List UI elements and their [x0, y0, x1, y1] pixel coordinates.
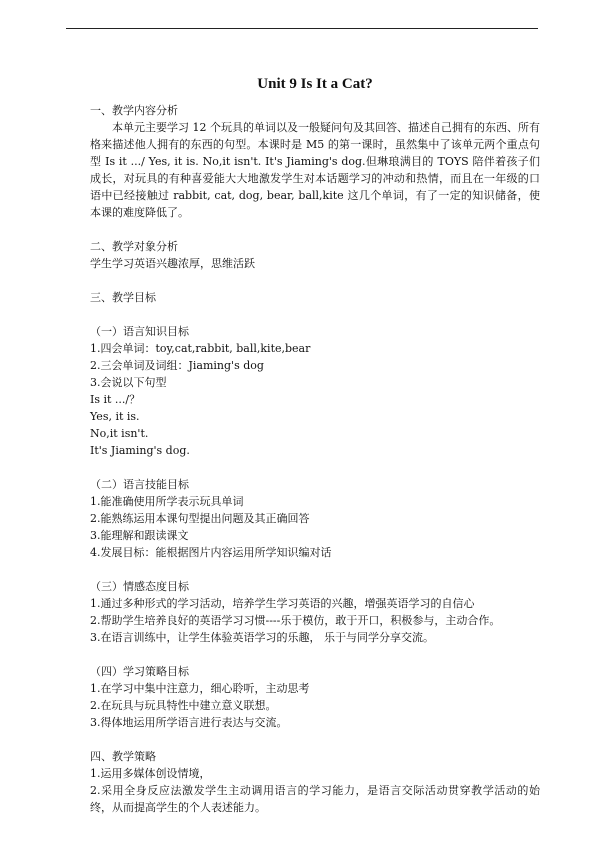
subsection-heading: （一）语言知识目标 [90, 325, 189, 338]
section-paragraph: 本单元主要学习 12 个玩具的单词以及一般疑问句及其回答、描述自己拥有的东西、所有格来描述他人拥有的东西的句型。本课时是 M5 的第一课时，虽然集中了该单元两个重点句型 Is it .../ Yes, it is. No,it isn't. It's Jiaming's dog.但琳琅满目的 TOYS 陪伴着孩子们成长，对玩具的有种喜爱能大大地激发学生对本话题学习的冲动和热情，而且在一年级的口语中已经接触过 rabbit, cat, dog, bear, ball,kite 这几个单词，有了一定的知识储备，使本课的难度降低了。 [90, 121, 540, 219]
section-heading: 二、教学对象分析 [90, 240, 178, 253]
document-body [90, 74, 540, 816]
list-item: 1.四会单词：toy,cat,rabbit, ball,kite,bear [90, 342, 311, 355]
list-item: 2.在玩具与玩具特性中建立意义联想。 [90, 699, 277, 712]
list-item: 3.在语言训练中，让学生体验英语学习的乐趣， 乐于与同学分享交流。 [90, 631, 434, 644]
list-item: Yes, it is. [90, 410, 140, 423]
subsection-language-skills [90, 476, 540, 561]
header-rule [66, 28, 538, 29]
list-item: 3.会说以下句型 [90, 376, 167, 389]
list-item: 1.通过多种形式的学习活动，培养学生学习英语的兴趣，增强英语学习的自信心 [90, 597, 475, 610]
subsection-emotion-attitude [90, 578, 540, 646]
section-student-analysis [90, 238, 540, 272]
list-item: 3.得体地运用所学语言进行表达与交流。 [90, 716, 288, 729]
subsection-language-knowledge [90, 323, 540, 459]
section-heading: 四、教学策略 [90, 750, 156, 763]
list-item: 4.发展目标：能根据图片内容运用所学知识编对话 [90, 546, 332, 559]
list-item: 1.在学习中集中注意力，细心聆听，主动思考 [90, 682, 310, 695]
list-item: 3.能理解和跟读课文 [90, 529, 189, 542]
section-heading: 一、教学内容分析 [90, 104, 178, 117]
list-item: 2.三会单词及词组：Jiaming's dog [90, 359, 264, 372]
list-item: 1.运用多媒体创设情境， [90, 767, 211, 780]
section-content-analysis [90, 102, 540, 221]
list-item: It's Jiaming's dog. [90, 444, 190, 457]
list-item: Is it .../？ [90, 393, 141, 406]
section-teaching-strategy [90, 748, 540, 816]
subsection-heading: （三）情感态度目标 [90, 580, 189, 593]
section-teaching-goals [90, 289, 540, 731]
subsection-heading: （二）语言技能目标 [90, 478, 189, 491]
list-item: 2.帮助学生培养良好的英语学习习惯----乐于模仿，敢于开口，积极参与，主动合作。 [90, 614, 501, 627]
list-item: 2.能熟练运用本课句型提出问题及其正确回答 [90, 512, 310, 525]
document-title: Unit 9 Is It a Cat? [257, 76, 373, 92]
subsection-learning-strategy [90, 663, 540, 731]
subsection-heading: （四）学习策略目标 [90, 665, 189, 678]
list-item: No,it isn't. [90, 427, 149, 440]
section-paragraph: 学生学习英语兴趣浓厚，思维活跃 [90, 257, 255, 270]
list-item: 1.能准确使用所学表示玩具单词 [90, 495, 244, 508]
list-item: 2.采用全身反应法激发学生主动调用语言的学习能力，是语言交际活动贯穿教学活动的始终，从而提高学生的个人表述能力。 [90, 784, 540, 814]
section-heading: 三、教学目标 [90, 291, 156, 304]
